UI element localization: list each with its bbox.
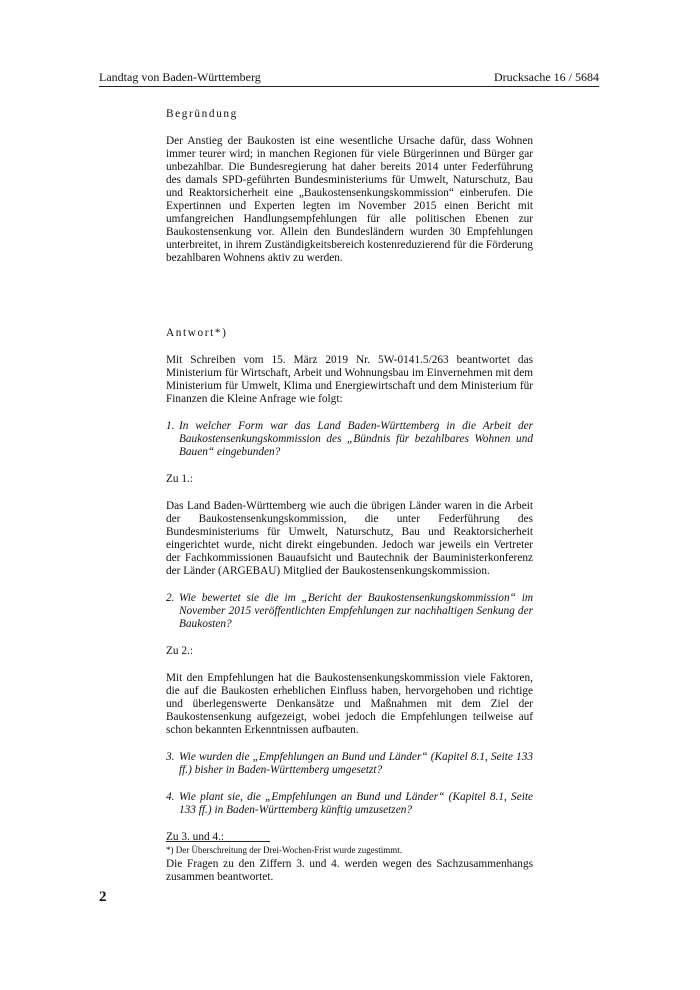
footnote: *) Der Überschreitung der Drei-Wochen-Frist wurde zugestimmt. xyxy=(166,845,402,855)
footnote-rule xyxy=(166,841,270,842)
answer-2-text: Mit den Empfehlungen hat die Baukostensenkungskommission viele Faktoren, die auf die Baukosten erheblichen Einfluss haben, hervorgehoben und richtige und überlegenswerte Denkansätze und Maßnahmen mit dem Ziel der Baukostensenkung aufgezeigt, wobei jedoch die Empfehlungen teilweise auf schon bekannten Erkenntnissen aufbauten. xyxy=(166,672,533,736)
question-1 xyxy=(166,420,533,459)
question-4-text: Wie plant sie, die „Empfehlungen an Bund und Länder“ (Kapitel 8.1, Seite 133 ff.) in Baden-Württemberg künftig umzusetzen? xyxy=(179,791,533,816)
question-2 xyxy=(166,592,533,631)
antwort-intro: Mit Schreiben vom 15. März 2019 Nr. 5W-0141.5/263 beantwortet das Ministerium für Wirtschaft, Arbeit und Wohnungsbau im Einvernehmen mit dem Ministerium für Umwelt, Klima und Energiewirtschaft und dem Ministerium für Finanzen die Kleine Anfrage wie folgt: xyxy=(166,354,533,405)
begruendung-heading: Begründung xyxy=(166,108,238,120)
question-1-number: 1. xyxy=(166,420,175,432)
answer-1-text: Das Land Baden-Württemberg wie auch die übrigen Länder waren in die Arbeit der Baukostensenkungskommission, die unter Federführung des Bundesministeriums für Umwelt, Naturschutz, Bau und Reaktorsicherheit eingerichtet wurde, nicht direkt eingebunden. Jedoch war jeweils ein Vertreter der Fachkommissionen Bauaufsicht und Bautechnik der Bauministerkonferenz der Länder (ARGEBAU) Mitglied der Baukostensenkungskommission. xyxy=(166,500,533,577)
page-number: 2 xyxy=(99,889,107,905)
question-4 xyxy=(166,791,533,817)
header-left: Landtag von Baden-Württemberg xyxy=(99,70,261,84)
question-2-number: 2. xyxy=(166,592,175,604)
question-3-number: 3. xyxy=(166,751,175,763)
page-header xyxy=(99,70,599,84)
question-3 xyxy=(166,751,533,777)
header-rule xyxy=(99,86,599,87)
answer-3-4-label: Zu 3. und 4.: xyxy=(166,831,225,843)
document-body xyxy=(166,108,533,884)
antwort-heading: Antwort*) xyxy=(166,327,228,339)
answer-2-label: Zu 2.: xyxy=(166,645,193,657)
answer-1-label: Zu 1.: xyxy=(166,473,193,485)
question-3-text: Wie wurden die „Empfehlungen an Bund und Länder“ (Kapitel 8.1, Seite 133 ff.) bisher in Baden-Württemberg umgesetzt? xyxy=(179,751,533,776)
question-4-number: 4. xyxy=(166,791,175,803)
begruendung-text: Der Anstieg der Baukosten ist eine wesentliche Ursache dafür, dass Wohnen immer teurer wird; in manchen Regionen für viele Bürgerinnen und Bürger gar unbezahlbar. Die Bundesregierung hat daher bereits 2014 unter Federführung des damals SPD-geführten Bundesministeriums für Umwelt, Naturschutz, Bau und Reaktorsicherheit eine „Baukostensenkungskommission“ einberufen. Die Expertinnen und Experten legten im November 2015 einen Bericht mit umfangreichen Handlungsempfehlungen für alle politischen Ebenen zur Baukostensenkung vor. Allein den Bundesländern wurden 30 Empfehlungen unterbreitet, in ihrem Zuständigkeitsbereich kostenreduzierend für die Förderung bezahlbaren Wohnens aktiv zu werden. xyxy=(166,135,533,264)
question-1-text: In welcher Form war das Land Baden-Württemberg in die Arbeit der Baukostensenkungskommission des „Bündnis für bezahlbares Wohnen und Bauen“ eingebunden? xyxy=(179,420,533,458)
answer-3-4-text: Die Fragen zu den Ziffern 3. und 4. werden wegen des Sachzusammenhangs zusammen beantwortet. xyxy=(166,858,533,883)
question-2-text: Wie bewertet sie die im „Bericht der Baukostensenkungskommission“ im November 2015 veröffentlichten Empfehlungen zur nachhaltigen Senkung der Baukosten? xyxy=(179,592,533,630)
header-right: Drucksache 16 / 5684 xyxy=(494,70,599,84)
